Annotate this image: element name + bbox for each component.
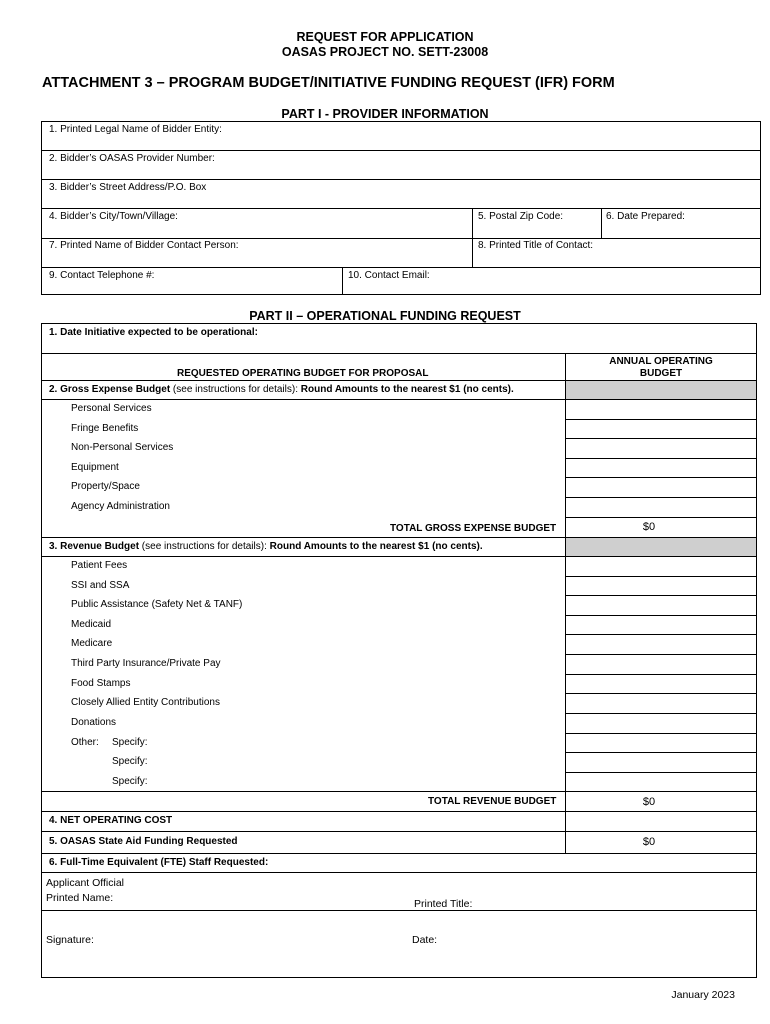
budget-amount-cell[interactable]	[566, 694, 756, 712]
specify-1[interactable]: Specify:	[112, 737, 148, 748]
printed-name-field[interactable]: Printed Name:	[46, 892, 114, 904]
gross-shaded-cell	[566, 381, 756, 399]
budget-line-item: Property/Space	[71, 481, 140, 493]
other-label: Other:	[71, 737, 99, 748]
budget-amount-cell[interactable]	[566, 498, 756, 516]
budget-amount-cell[interactable]	[566, 635, 756, 653]
budget-column-header: REQUESTED OPERATING BUDGET FOR PROPOSAL	[177, 368, 429, 379]
provider-number-field[interactable]: 2. Bidder’s OASAS Provider Number:	[49, 153, 215, 164]
annual-budget-header-2: BUDGET	[639, 368, 683, 379]
applicant-official-label: Applicant Official	[46, 877, 125, 889]
signature-field[interactable]: Signature:	[46, 934, 94, 946]
budget-line-item: Agency Administration	[71, 501, 170, 512]
budget-amount-cell[interactable]	[566, 459, 756, 477]
budget-line-item: Medicare	[71, 638, 113, 650]
provider-info-table	[41, 121, 761, 295]
budget-amount-cell[interactable]	[566, 655, 756, 673]
total-revenue-value: $0	[642, 796, 656, 808]
budget-line-item: Third Party Insurance/Private Pay	[71, 658, 221, 669]
budget-line-item: Donations	[71, 716, 117, 728]
project-number: OASAS PROJECT NO. SETT-23008	[281, 45, 489, 59]
budget-line-item: Public Assistance (Safety Net & TANF)	[71, 599, 243, 611]
budget-line-item: Patient Fees	[71, 560, 128, 571]
budget-amount-cell[interactable]	[566, 557, 756, 575]
revenue-label: 3. Revenue Budget (see instructions for details): Round Amounts to the nearest $1 (no cents).	[49, 541, 483, 552]
budget-line-item: Food Stamps	[71, 677, 131, 689]
budget-line-item: Fringe Benefits	[71, 422, 139, 434]
budget-amount-cell[interactable]	[566, 616, 756, 634]
contact-name-field[interactable]: 7. Printed Name of Bidder Contact Person:	[49, 240, 239, 251]
contact-email-field[interactable]: 10. Contact Email:	[348, 270, 430, 281]
contact-title-field[interactable]: 8. Printed Title of Contact:	[478, 240, 594, 251]
street-address-field[interactable]: 3. Bidder’s Street Address/P.O. Box	[49, 182, 207, 193]
budget-amount-cell[interactable]	[566, 400, 756, 418]
printed-title-field[interactable]: Printed Title:	[414, 898, 473, 910]
part2-title: PART II – OPERATIONAL FUNDING REQUEST	[249, 309, 521, 323]
specify-3[interactable]: Specify:	[112, 776, 148, 787]
budget-line-item: Medicaid	[71, 618, 112, 630]
budget-line-item: Closely Allied Entity Contributions	[71, 697, 220, 709]
state-aid-value: $0	[642, 836, 656, 848]
budget-amount-cell[interactable]	[566, 577, 756, 595]
form-title: ATTACHMENT 3 – PROGRAM BUDGET/INITIATIVE FUNDING REQUEST (IFR) FORM	[42, 75, 615, 91]
date-operational-field[interactable]: 1. Date Initiative expected to be operational:	[49, 327, 258, 338]
state-aid-label: 5. OASAS State Aid Funding Requested	[49, 836, 238, 847]
annual-budget-header: ANNUAL OPERATING	[609, 356, 713, 367]
budget-amount-cell[interactable]	[566, 478, 756, 496]
total-revenue-label: TOTAL REVENUE BUDGET	[428, 796, 557, 807]
date-prepared-field[interactable]: 6. Date Prepared:	[606, 211, 685, 222]
budget-line-item: Non-Personal Services	[71, 442, 174, 454]
budget-line-item: SSI and SSA	[71, 579, 130, 591]
footer-date: January 2023	[671, 989, 735, 1001]
net-operating-cost-label: 4. NET OPERATING COST	[49, 815, 173, 826]
contact-phone-field[interactable]: 9. Contact Telephone #:	[49, 270, 155, 281]
city-field[interactable]: 4. Bidder’s City/Town/Village:	[49, 211, 178, 222]
zip-code-field[interactable]: 5. Postal Zip Code:	[478, 211, 564, 222]
part1-title: PART I - PROVIDER INFORMATION	[281, 107, 489, 121]
total-gross-label: TOTAL GROSS EXPENSE BUDGET	[390, 523, 557, 534]
budget-line-item: Equipment	[71, 461, 119, 473]
total-gross-value: $0	[642, 521, 656, 533]
gross-expense-label: 2. Gross Expense Budget (see instructions for details): Round Amounts to the nearest $1 (no cents).	[49, 384, 514, 395]
budget-amount-cell[interactable]	[566, 714, 756, 732]
budget-amount-cell[interactable]	[566, 420, 756, 438]
revenue-shaded-cell	[566, 538, 756, 556]
budget-amount-cell[interactable]	[566, 675, 756, 693]
rfa-heading: REQUEST FOR APPLICATION	[296, 30, 474, 44]
budget-amount-cell[interactable]	[566, 439, 756, 457]
budget-amount-cell[interactable]	[566, 596, 756, 614]
specify-2[interactable]: Specify:	[112, 756, 148, 767]
legal-name-field[interactable]: 1. Printed Legal Name of Bidder Entity:	[49, 124, 222, 135]
budget-line-item: Personal Services	[71, 403, 152, 414]
date-field[interactable]: Date:	[412, 934, 438, 946]
fte-field[interactable]: 6. Full-Time Equivalent (FTE) Staff Requested:	[49, 857, 269, 868]
